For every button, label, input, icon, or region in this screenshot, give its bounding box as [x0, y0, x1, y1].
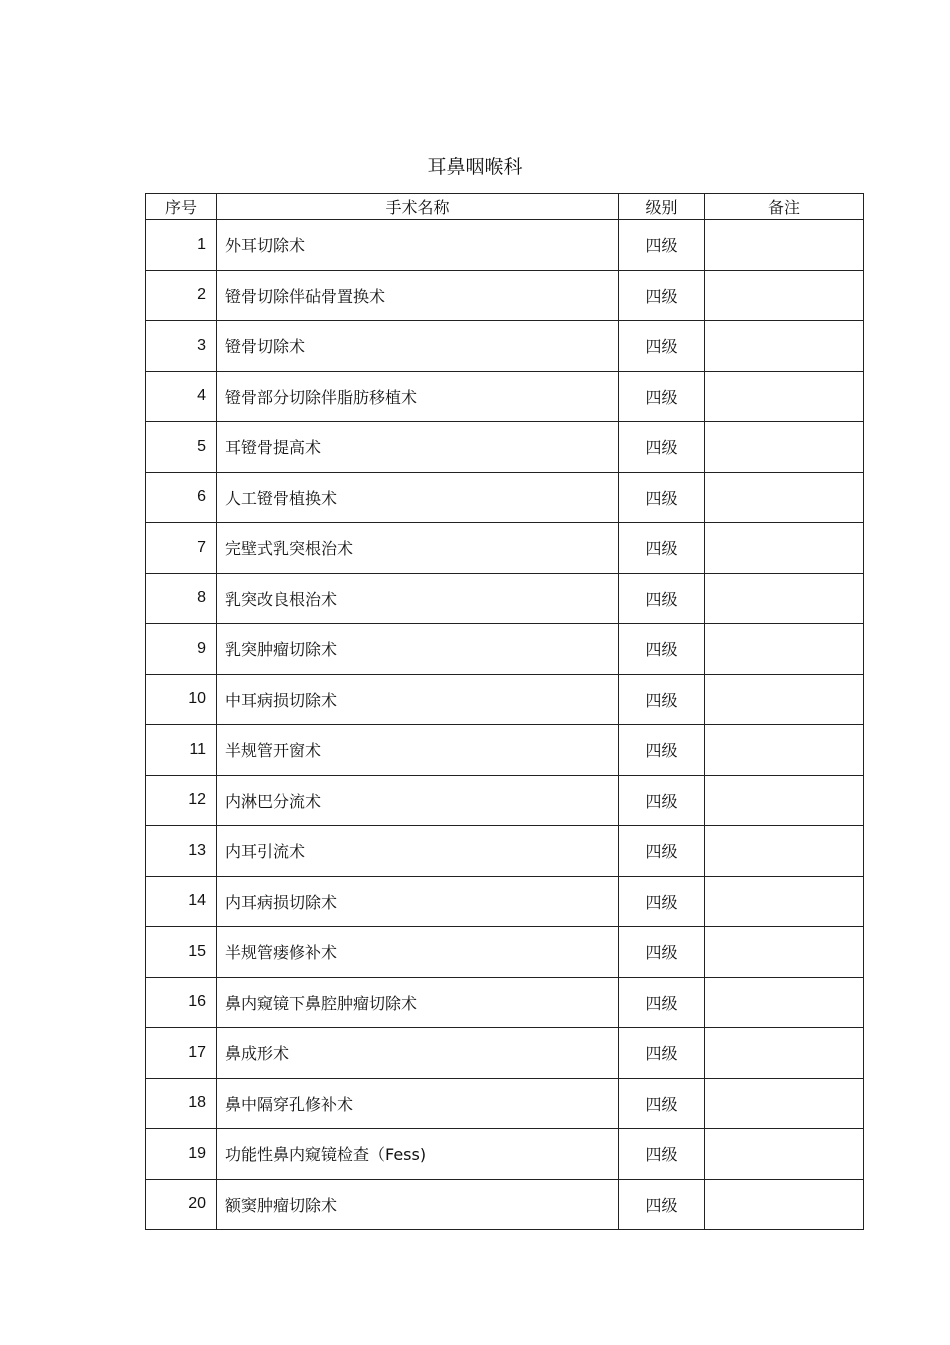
- row-no: 6: [146, 472, 217, 523]
- header-row: [146, 194, 864, 220]
- row-no: 10: [146, 674, 217, 725]
- row-name: 额窦肿瘤切除术: [217, 1179, 619, 1230]
- table-row: [146, 220, 864, 271]
- row-level: 四级: [619, 321, 705, 372]
- row-remark: [705, 876, 864, 927]
- row-name: 外耳切除术: [217, 220, 619, 271]
- row-level: 四级: [619, 220, 705, 271]
- row-level: 四级: [619, 371, 705, 422]
- row-level: 四级: [619, 523, 705, 574]
- row-remark: [705, 624, 864, 675]
- row-name: 耳镫骨提高术: [217, 422, 619, 473]
- row-remark: [705, 523, 864, 574]
- surgery-table: [145, 193, 864, 1230]
- row-name: 内耳引流术: [217, 826, 619, 877]
- row-name: 人工镫骨植换术: [217, 472, 619, 523]
- row-level: 四级: [619, 927, 705, 978]
- row-level: 四级: [619, 270, 705, 321]
- row-no: 2: [146, 270, 217, 321]
- row-remark: [705, 1078, 864, 1129]
- table-row: [146, 1129, 864, 1180]
- header-remark: 备注: [705, 194, 864, 220]
- table-row: [146, 1179, 864, 1230]
- header-level: 级别: [619, 194, 705, 220]
- row-name: 镫骨切除术: [217, 321, 619, 372]
- table-row: [146, 876, 864, 927]
- row-level: 四级: [619, 725, 705, 776]
- row-name: 半规管瘘修补术: [217, 927, 619, 978]
- table-row: [146, 523, 864, 574]
- table-row: [146, 422, 864, 473]
- row-no: 13: [146, 826, 217, 877]
- table-header: [146, 194, 864, 220]
- row-remark: [705, 1179, 864, 1230]
- row-no: 19: [146, 1129, 217, 1180]
- row-name: 镫骨切除伴砧骨置换术: [217, 270, 619, 321]
- row-level: 四级: [619, 1179, 705, 1230]
- row-remark: [705, 1129, 864, 1180]
- table-row: [146, 472, 864, 523]
- row-remark: [705, 371, 864, 422]
- row-level: 四级: [619, 1028, 705, 1079]
- table-row: [146, 270, 864, 321]
- row-no: 3: [146, 321, 217, 372]
- row-level: 四级: [619, 977, 705, 1028]
- table-row: [146, 321, 864, 372]
- row-no: 8: [146, 573, 217, 624]
- table-row: [146, 775, 864, 826]
- table-row: [146, 1078, 864, 1129]
- table-body: [146, 220, 864, 1230]
- row-level: 四级: [619, 674, 705, 725]
- row-level: 四级: [619, 1129, 705, 1180]
- table-row: [146, 826, 864, 877]
- table-row: [146, 1028, 864, 1079]
- row-name: 鼻内窥镜下鼻腔肿瘤切除术: [217, 977, 619, 1028]
- row-no: 18: [146, 1078, 217, 1129]
- row-level: 四级: [619, 876, 705, 927]
- row-remark: [705, 321, 864, 372]
- row-name: 乳突肿瘤切除术: [217, 624, 619, 675]
- table-row: [146, 624, 864, 675]
- row-no: 1: [146, 220, 217, 271]
- row-name: 功能性鼻内窥镜检查（Fess): [217, 1129, 619, 1180]
- row-no: 20: [146, 1179, 217, 1230]
- row-no: 4: [146, 371, 217, 422]
- row-no: 5: [146, 422, 217, 473]
- row-name: 鼻中隔穿孔修补术: [217, 1078, 619, 1129]
- row-remark: [705, 826, 864, 877]
- row-name: 半规管开窗术: [217, 725, 619, 776]
- row-no: 15: [146, 927, 217, 978]
- row-no: 12: [146, 775, 217, 826]
- table-row: [146, 977, 864, 1028]
- row-no: 11: [146, 725, 217, 776]
- row-no: 14: [146, 876, 217, 927]
- table-row: [146, 927, 864, 978]
- row-remark: [705, 674, 864, 725]
- row-level: 四级: [619, 472, 705, 523]
- row-no: 7: [146, 523, 217, 574]
- row-remark: [705, 1028, 864, 1079]
- row-level: 四级: [619, 624, 705, 675]
- row-name: 内耳病损切除术: [217, 876, 619, 927]
- row-name: 中耳病损切除术: [217, 674, 619, 725]
- row-name: 镫骨部分切除伴脂肪移植术: [217, 371, 619, 422]
- row-no: 16: [146, 977, 217, 1028]
- row-name: 内淋巴分流术: [217, 775, 619, 826]
- header-no: 序号: [146, 194, 217, 220]
- row-remark: [705, 220, 864, 271]
- row-name: 乳突改良根治术: [217, 573, 619, 624]
- row-remark: [705, 977, 864, 1028]
- row-no: 17: [146, 1028, 217, 1079]
- row-remark: [705, 775, 864, 826]
- page-title: 耳鼻咽喉科: [427, 156, 523, 178]
- row-level: 四级: [619, 826, 705, 877]
- row-level: 四级: [619, 1078, 705, 1129]
- header-name: 手术名称: [217, 194, 619, 220]
- row-level: 四级: [619, 422, 705, 473]
- table-row: [146, 573, 864, 624]
- row-name: 完壁式乳突根治术: [217, 523, 619, 574]
- table-row: [146, 674, 864, 725]
- row-remark: [705, 927, 864, 978]
- row-remark: [705, 270, 864, 321]
- row-remark: [705, 573, 864, 624]
- table-row: [146, 371, 864, 422]
- row-name: 鼻成形术: [217, 1028, 619, 1079]
- row-remark: [705, 472, 864, 523]
- row-level: 四级: [619, 775, 705, 826]
- row-level: 四级: [619, 573, 705, 624]
- row-remark: [705, 725, 864, 776]
- row-remark: [705, 422, 864, 473]
- row-no: 9: [146, 624, 217, 675]
- table-row: [146, 725, 864, 776]
